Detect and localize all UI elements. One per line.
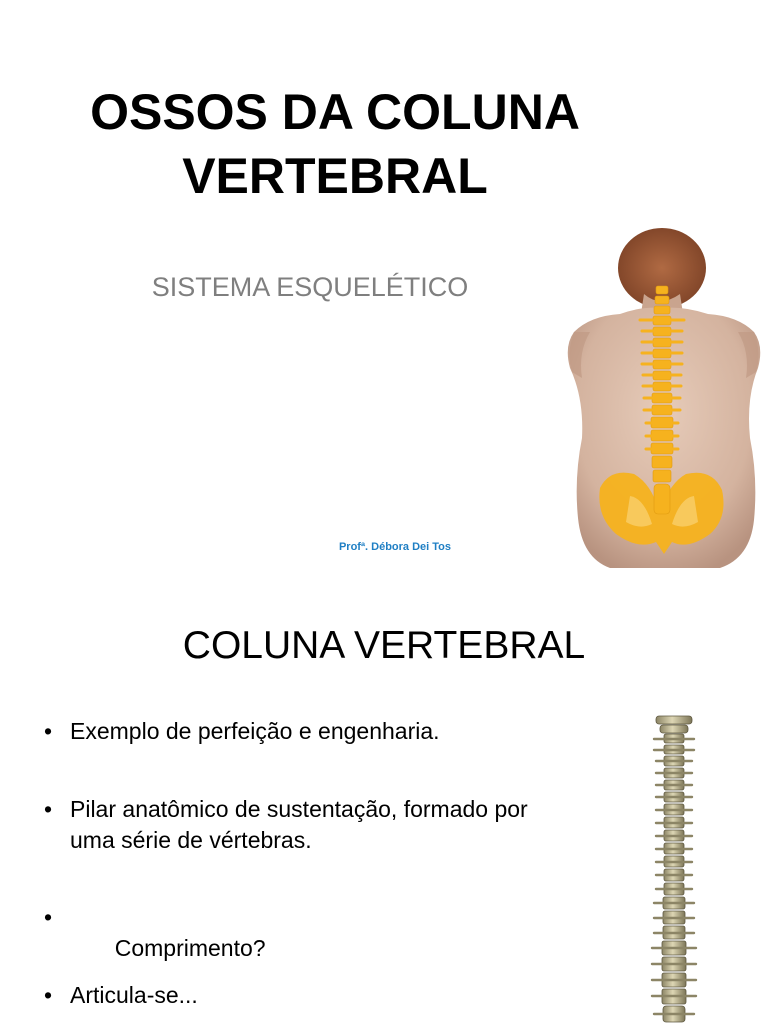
author-credit: Profª. Débora Dei Tos	[338, 541, 452, 553]
slide-subtitle: SISTEMA ESQUELÉTICO	[151, 272, 469, 302]
bullet-item	[44, 980, 198, 1011]
slide-2	[0, 576, 768, 1024]
bullet-text: Articula-se...	[70, 982, 198, 1008]
back-spine-illustration	[560, 228, 768, 572]
title-line-1: OSSOS DA COLUNA	[90, 84, 580, 140]
bullet-text: Exemplo de perfeição e engenharia.	[70, 718, 440, 744]
bullet-item	[44, 716, 440, 747]
bullet-text: Pilar anatômico de sustentação, formado por	[70, 796, 528, 822]
bullet-item	[44, 794, 528, 856]
slide-title	[40, 80, 630, 208]
bullet-text: Comprimento?	[108, 935, 266, 961]
slide-title: COLUNA VERTEBRAL	[182, 624, 586, 667]
vertebral-column-illustration	[640, 714, 708, 1024]
bullet-text-cont: uma série de vértebras.	[70, 827, 312, 853]
title-line-2: VERTEBRAL	[182, 148, 488, 204]
